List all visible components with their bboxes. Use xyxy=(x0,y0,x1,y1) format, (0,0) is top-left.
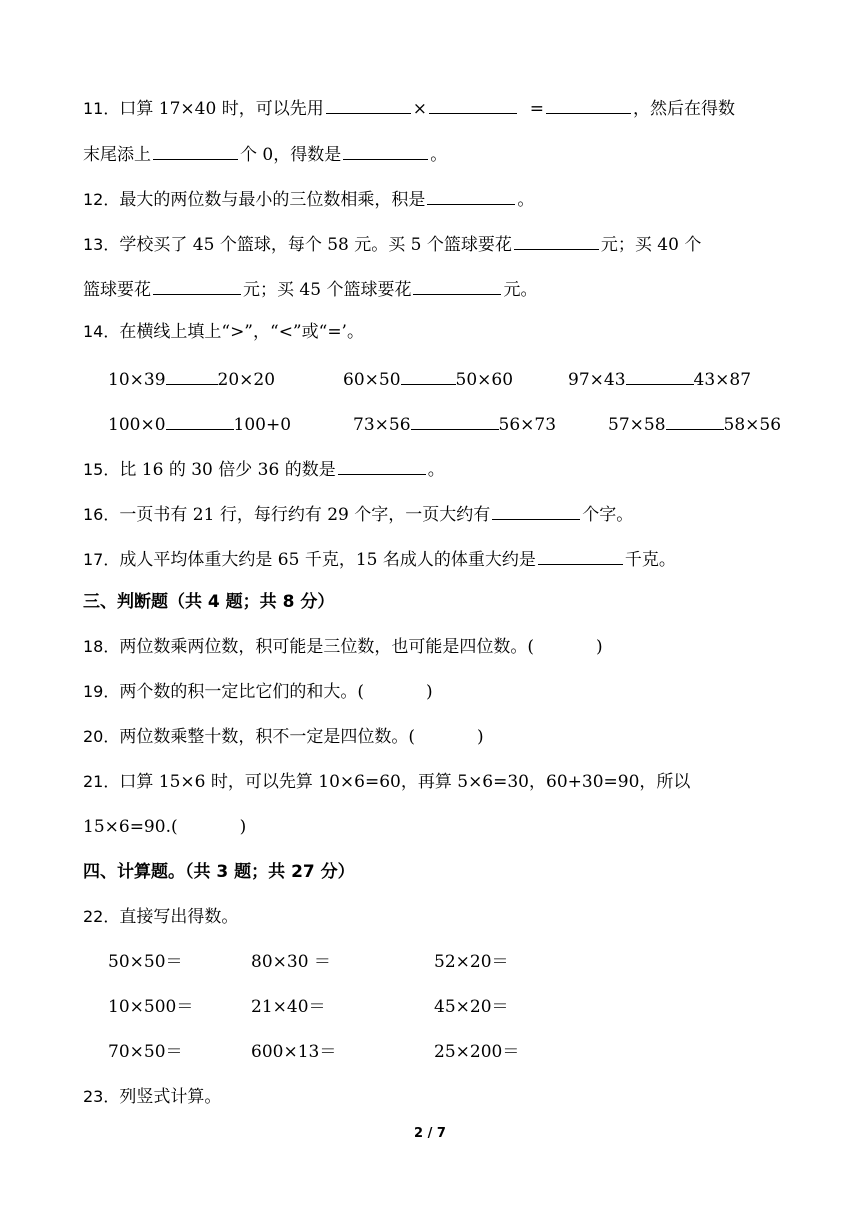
question-number: 14． xyxy=(83,322,120,341)
question-text: 在横线上填上“>”，“<”或“=’。 xyxy=(119,322,364,342)
question-text: 比 16 的 30 倍少 36 的数是 xyxy=(119,460,336,480)
answer-blank[interactable] xyxy=(626,366,694,385)
compare-item: 57×58 58×56 xyxy=(608,411,781,436)
answer-blank[interactable] xyxy=(666,411,724,430)
question-text: 15×6=90.( xyxy=(83,817,178,837)
question-15 xyxy=(83,456,445,481)
answer-blank[interactable] xyxy=(166,411,234,430)
question-text: ，然后在得数 xyxy=(633,99,736,119)
compare-item: 10×39 20×20 xyxy=(108,366,275,391)
question-number: 20． xyxy=(83,727,120,746)
question-number: 22． xyxy=(83,907,120,926)
answer-blank[interactable] xyxy=(153,141,238,160)
question-text: 口算 15×6 时，可以先算 10×6=60，再算 5×6=30，60+30=90，所以 xyxy=(119,772,691,792)
question-text: 。 xyxy=(517,190,535,210)
question-number: 21． xyxy=(83,772,120,791)
question-16 xyxy=(83,501,633,526)
question-text: 元；买 40 个 xyxy=(600,235,702,255)
answer-blank[interactable] xyxy=(401,366,456,385)
question-number: 12． xyxy=(83,190,120,209)
calc-item: 50×50＝ xyxy=(108,952,183,972)
answer-blank[interactable] xyxy=(546,95,631,114)
question-number: 11． xyxy=(83,99,120,118)
answer-blank[interactable] xyxy=(492,501,580,520)
answer-blank[interactable] xyxy=(538,546,623,565)
calc-item: 25×200＝ xyxy=(434,1042,520,1062)
calc-item: 80×30 ＝ xyxy=(251,952,331,972)
compare-item: 60×50 50×60 xyxy=(343,366,513,391)
question-number: 17． xyxy=(83,550,120,569)
answer-blank[interactable] xyxy=(411,411,499,430)
question-text: 口算 17×40 时，可以先用 xyxy=(119,99,324,119)
answer-blank[interactable] xyxy=(166,366,218,385)
question-number: 16． xyxy=(83,505,120,524)
question-13-line-2 xyxy=(83,276,537,301)
compare-item: 97×43 43×87 xyxy=(568,366,751,391)
question-20: 20．两位数乘整十数，积不一定是四位数。( ) xyxy=(83,727,484,747)
answer-blank[interactable] xyxy=(413,276,501,295)
section-heading: 四、计算题。（共 3 题；共 27 分） xyxy=(83,862,355,882)
question-text: 直接写出得数。 xyxy=(119,907,239,927)
question-number: 15． xyxy=(83,460,120,479)
question-text: 两位数乘整十数，积不一定是四位数。( xyxy=(119,727,416,747)
question-text: 最大的两位数与最小的三位数相乘，积是 xyxy=(119,190,426,210)
compare-item: 100×0 100+0 xyxy=(108,411,291,436)
question-text: 元；买 45 个篮球要花 xyxy=(243,280,412,300)
question-text: 列竖式计算。 xyxy=(119,1087,222,1107)
question-23 xyxy=(83,1086,221,1108)
compare-item: 73×56 56×73 xyxy=(353,411,556,436)
question-number: 18． xyxy=(83,637,120,656)
question-11-line-1 xyxy=(83,95,735,120)
answer-blank[interactable] xyxy=(514,231,599,250)
question-22 xyxy=(83,906,238,928)
answer-blank[interactable] xyxy=(427,186,515,205)
calc-item: 10×500＝ xyxy=(108,997,194,1017)
question-text: 成人平均体重大约是 65 千克，15 名成人的体重大约是 xyxy=(119,550,536,570)
question-text: 两位数乘两位数，积可能是三位数，也可能是四位数。( xyxy=(119,637,535,657)
answer-blank[interactable] xyxy=(338,456,426,475)
question-12 xyxy=(83,186,534,211)
section-heading: 三、判断题（共 4 题；共 8 分） xyxy=(83,592,335,612)
question-text: 个 0，得数是 xyxy=(240,145,342,165)
question-21-line-2: 15×6=90.( ) xyxy=(83,817,247,837)
question-text: 末尾添上 xyxy=(83,145,151,165)
question-17 xyxy=(83,546,676,571)
question-18: 18．两位数乘两位数，积可能是三位数，也可能是四位数。( ) xyxy=(83,637,603,657)
question-11-line-2 xyxy=(83,141,447,166)
question-text: 千克。 xyxy=(624,550,676,570)
answer-blank[interactable] xyxy=(429,95,517,114)
page-number: 2 / 7 xyxy=(414,1126,446,1141)
question-text: 篮球要花 xyxy=(83,280,151,300)
question-text: 一页书有 21 行，每行约有 29 个字，一页大约有 xyxy=(119,505,491,525)
calc-item: 70×50＝ xyxy=(108,1042,183,1062)
calc-item: 45×20＝ xyxy=(434,997,509,1017)
answer-blank[interactable] xyxy=(343,141,428,160)
equals-sign: = xyxy=(529,99,545,119)
question-text: 学校买了 45 个篮球，每个 58 元。买 5 个篮球要花 xyxy=(119,235,512,255)
question-13-line-1 xyxy=(83,231,701,256)
times-sign: × xyxy=(412,99,427,119)
question-text: 元。 xyxy=(503,280,538,300)
calc-item: 600×13＝ xyxy=(251,1042,337,1062)
question-text: 两个数的积一定比它们的和大。( xyxy=(119,682,365,702)
question-14 xyxy=(83,321,364,343)
question-text: 个字。 xyxy=(582,505,634,525)
calc-item: 52×20＝ xyxy=(434,952,509,972)
question-text: 。 xyxy=(430,145,448,165)
answer-blank[interactable] xyxy=(153,276,241,295)
calc-item: 21×40＝ xyxy=(251,997,326,1017)
question-number: 13． xyxy=(83,235,120,254)
answer-blank[interactable] xyxy=(326,95,411,114)
question-19: 19．两个数的积一定比它们的和大。( ) xyxy=(83,682,433,702)
question-number: 19． xyxy=(83,682,120,701)
question-text: 。 xyxy=(427,460,445,480)
question-21-line-1 xyxy=(83,771,690,793)
question-number: 23． xyxy=(83,1087,120,1106)
